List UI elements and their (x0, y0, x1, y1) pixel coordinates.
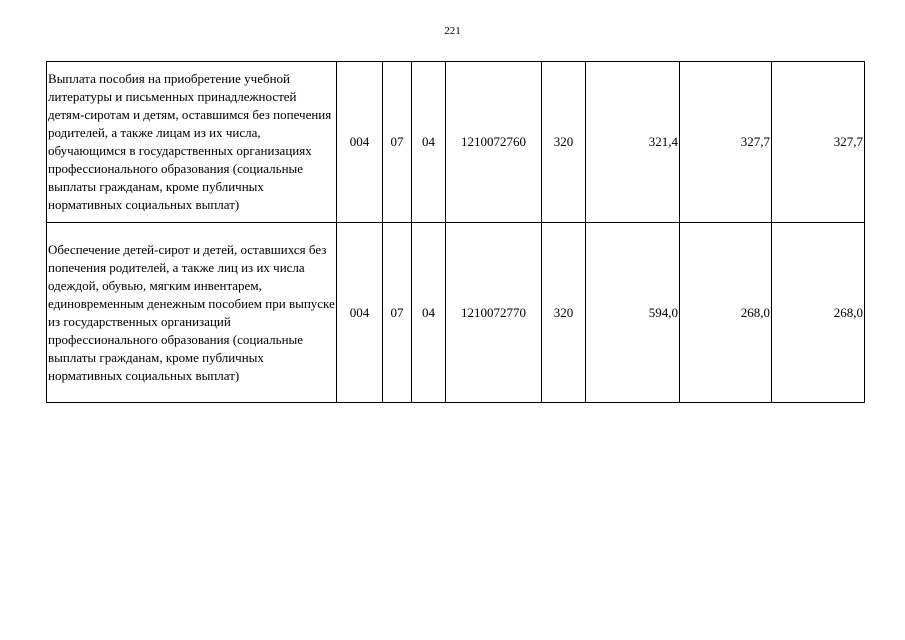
amount-2-cell: 268,0 (680, 223, 772, 403)
amount-3-cell: 268,0 (772, 223, 865, 403)
row-description: Выплата пособия на приобретение учебной литературы и письменных принадлежностей детям-сиротам и детям, оставшимся без попечения родителей, а также лицам из их числа, обучающимся в государственных организациях профессионального образования (социальные выплаты гражданам, кроме публичных нормативных социальных выплат) (47, 62, 337, 223)
target-article-cell: 1210072760 (446, 62, 542, 223)
amount-1-cell: 321,4 (586, 62, 680, 223)
ministry-code-cell: 004 (337, 223, 383, 403)
target-article-cell: 1210072770 (446, 223, 542, 403)
amount-3-cell: 327,7 (772, 62, 865, 223)
section-cell: 07 (383, 223, 412, 403)
amount-2-cell: 327,7 (680, 62, 772, 223)
expense-type-cell: 320 (542, 223, 586, 403)
budget-table (46, 61, 865, 403)
table-row (47, 62, 865, 223)
row-description: Обеспечение детей-сирот и детей, оставшихся без попечения родителей, а также лиц из их числа одеждой, обувью, мягким инвентарем, единовременным денежным пособием при выпуске из государственных организаций профессионального образования (социальные выплаты гражданам, кроме публичных нормативных социальных выплат) (47, 223, 337, 403)
ministry-code-cell: 004 (337, 62, 383, 223)
amount-1-cell: 594,0 (586, 223, 680, 403)
page-number: 221 (444, 25, 461, 37)
section-cell: 07 (383, 62, 412, 223)
table-row (47, 223, 865, 403)
expense-type-cell: 320 (542, 62, 586, 223)
subsection-cell: 04 (412, 62, 446, 223)
subsection-cell: 04 (412, 223, 446, 403)
